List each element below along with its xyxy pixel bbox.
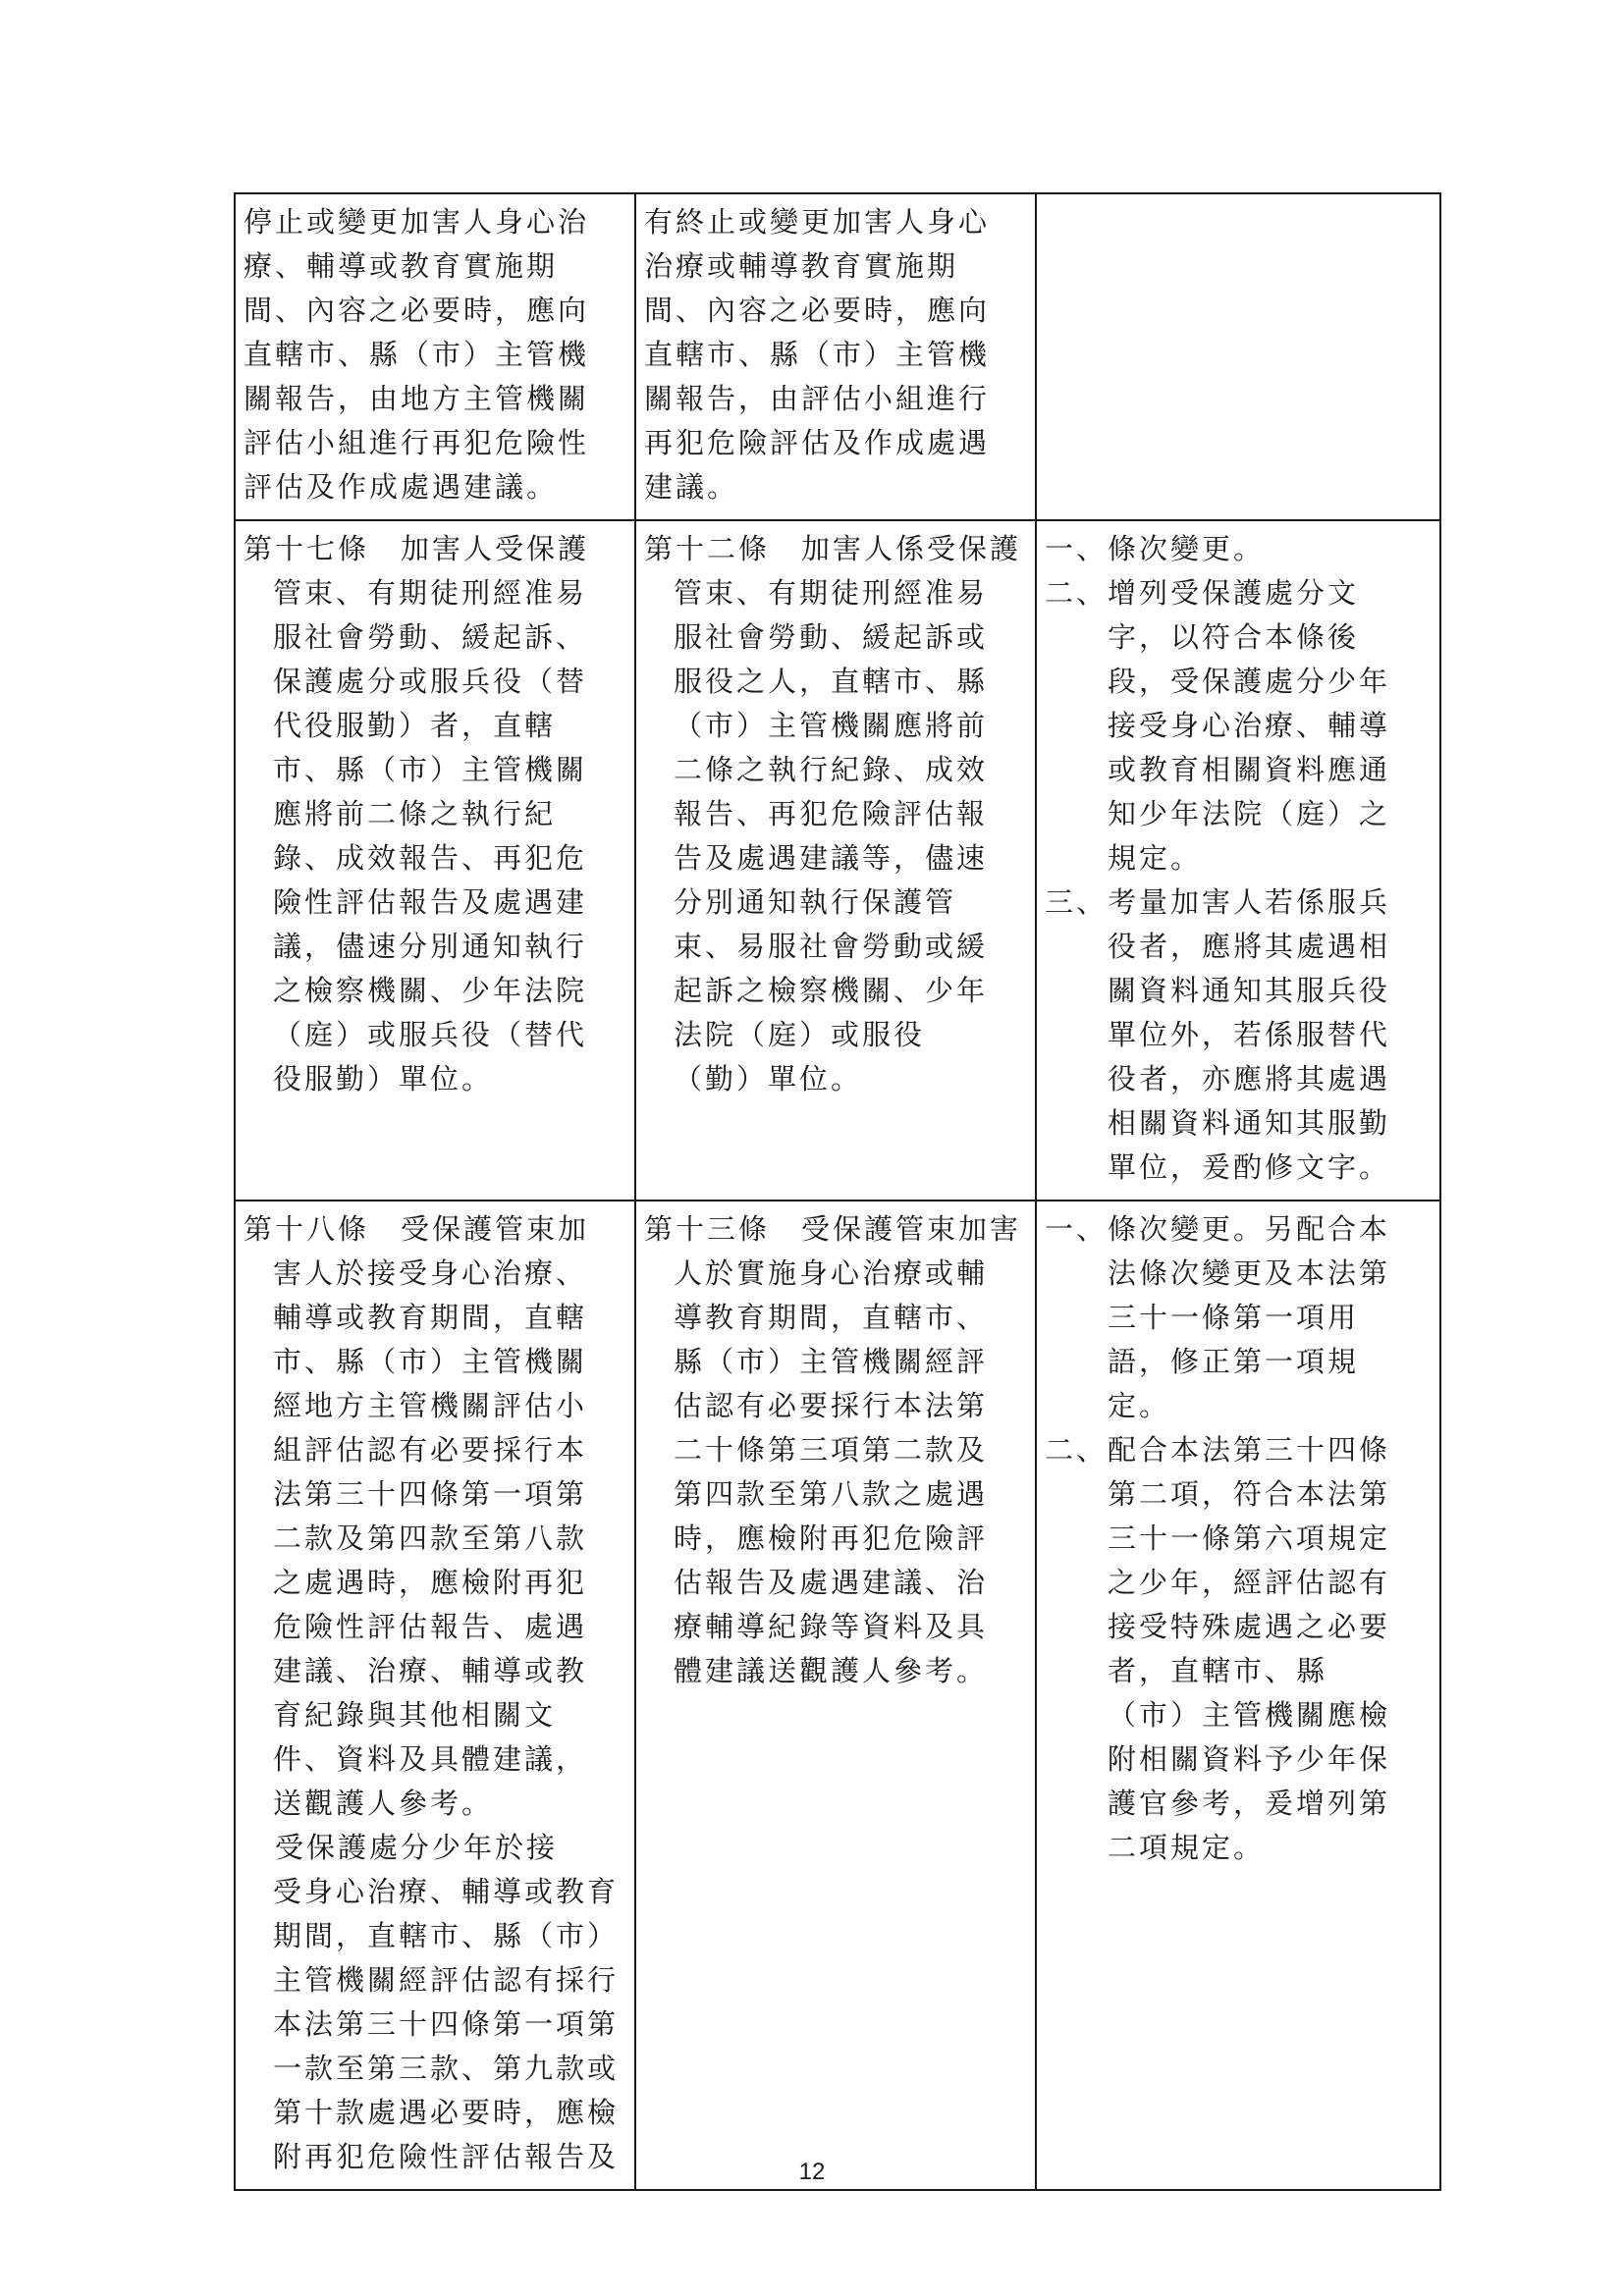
amended-text-cell [235,193,635,520]
text-line: 字，以符合本條後 [1108,620,1360,654]
text-line: 人於實施身心治療或輔 [674,1256,989,1290]
text-line: 關資料通知其服兵役 [1108,974,1391,1007]
text-line: 三十一條第一項用 [1108,1301,1360,1334]
text-line: 錄、成效報告、再犯危 [273,841,588,875]
text-line: 受身心治療、輔導或教育 [273,1875,620,1908]
table-row [235,193,1440,520]
text-line: 送觀護人參考。 [273,1787,494,1820]
text-line: 之處遇時，應檢附再犯 [273,1566,588,1599]
text-line: 保護處分或服兵役（替 [273,665,588,698]
text-line: 或教育相關資料應通 [1108,753,1391,786]
text-line: 單位外，若係服替代 [1108,1018,1391,1051]
text-line: 服役之人，直轄市、縣 [674,665,989,698]
text-line: 條次變更。 [1108,532,1266,565]
text-line: 役者，應將其處遇相 [1108,930,1391,963]
explanation-item [1045,1207,1434,1428]
text-line: 之少年，經評估認有 [1108,1566,1391,1599]
text-line: 法第三十四條第一項第 [273,1477,588,1511]
item-number: 二、 [1045,1433,1109,1467]
text-line: 第十八條 受保護管束加 [244,1212,590,1246]
text-line: 關報告，由地方主管機關 [244,382,590,415]
text-line: 議，儘速分別通知執行 [273,930,588,963]
page-number: 12 [798,2159,826,2185]
text-line: 條次變更。另配合本 [1108,1212,1391,1246]
text-line: 法院（庭）或服役 [674,1018,926,1051]
text-line: 起訴之檢察機關、少年 [674,974,989,1007]
table-row [235,520,1440,1201]
text-line: 知少年法院（庭）之 [1108,797,1391,830]
text-line: 代役服勤）者，直轄 [273,709,557,742]
text-line: 治療或輔導教育實施期 [644,249,959,283]
text-line: 護官參考，爰增列第 [1108,1787,1391,1820]
text-line: 停止或變更加害人身心治 [244,205,590,239]
text-line: 建議、治療、輔導或教 [273,1654,588,1687]
text-line: 間、內容之必要時，應向 [644,294,991,327]
text-line: 第十三條 受保護管束加害 [644,1212,1022,1246]
text-line: 接受特殊處遇之必要 [1108,1610,1391,1643]
text-line: 受保護處分少年於接 [244,1831,559,1864]
text-line: 之檢察機關、少年法院 [273,974,588,1007]
text-line: 分別通知執行保護管 [674,885,957,919]
text-line: 險性評估報告及處遇建 [273,885,588,919]
text-line: 件、資料及具體建議， [273,1742,588,1776]
text-line: 期間，直轄市、縣（市） [273,1919,620,1952]
text-line: （市）主管機關應將前 [674,709,989,742]
text-line: 役者，亦應將其處遇 [1108,1062,1391,1095]
text-line: 相關資料通知其服勤 [1108,1106,1391,1140]
text-line: 考量加害人若係服兵 [1108,885,1391,919]
explanation-item [1045,881,1434,1190]
current-text-cell [635,193,1036,520]
text-line: 育紀錄與其他相關文 [273,1698,557,1732]
explanation-item [1045,571,1434,881]
text-line: 本法第三十四條第一項第 [273,2007,620,2041]
text-line: 接受身心治療、輔導 [1108,709,1391,742]
text-line: 二款及第四款至第八款 [273,1522,588,1555]
text-line: 評估小組進行再犯危險性 [244,426,590,459]
text-line: 語，修正第一項規 [1108,1345,1360,1378]
text-line: 直轄市、縣（市）主管機 [244,338,590,371]
current-text-cell [635,520,1036,1201]
text-line: 單位，爰酌修文字。 [1108,1150,1391,1184]
item-number: 一、 [1045,532,1109,565]
text-line: 第十二條 加害人係受保護 [644,532,1022,565]
text-line: （庭）或服兵役（替代 [273,1018,588,1051]
text-line: 療輔導紀錄等資料及具 [674,1610,989,1643]
text-line: 二十條第三項第二款及 [674,1433,989,1467]
text-line: 害人於接受身心治療、 [273,1256,588,1290]
text-line: 導教育期間，直轄市、 [674,1301,989,1334]
text-line: 二條之執行紀錄、成效 [674,753,989,786]
text-line: 縣（市）主管機關經評 [674,1345,989,1378]
text-line: 估認有必要採行本法第 [674,1389,989,1422]
text-line: 段，受保護處分少年 [1108,665,1391,698]
text-line: 組評估認有必要採行本 [273,1433,588,1467]
text-line: 應將前二條之執行紀 [273,797,557,830]
current-text-cell [635,1201,1036,2190]
amended-text-cell [235,520,635,1201]
text-line: 定。 [1108,1389,1171,1422]
text-line: 關報告，由評估小組進行 [644,382,991,415]
text-line: 危險性評估報告、處遇 [273,1610,588,1643]
text-line: 時，應檢附再犯危險評 [674,1522,989,1555]
text-line: 服社會勞動、緩起訴或 [674,620,989,654]
explanation-cell [1036,520,1440,1201]
text-line: 輔導或教育期間，直轄 [273,1301,588,1334]
explanation-item [1045,1428,1434,1870]
text-line: 療、輔導或教育實施期 [244,249,559,283]
explanation-cell [1036,1201,1440,2190]
text-line: 附相關資料予少年保 [1108,1742,1391,1776]
explanation-cell [1036,193,1440,520]
text-line: 有終止或變更加害人身心 [644,205,991,239]
item-number: 一、 [1045,1212,1109,1246]
text-line: 第十七條 加害人受保護 [244,532,590,565]
text-line: （勤）單位。 [674,1062,863,1095]
text-line: 市、縣（市）主管機關 [273,1345,588,1378]
item-number: 二、 [1045,576,1109,610]
text-line: 間、內容之必要時，應向 [244,294,590,327]
table-row [235,1201,1440,2190]
text-line: 再犯危險評估及作成處遇 [644,426,991,459]
text-line: 管束、有期徒刑經准易 [273,576,588,610]
text-line: 二項規定。 [1108,1831,1266,1864]
text-line: 市、縣（市）主管機關 [273,753,588,786]
comparison-table [234,192,1441,2191]
text-line: 服社會勞動、緩起訴、 [273,620,588,654]
text-line: 第十款處遇必要時，應檢 [273,2096,620,2129]
text-line: 直轄市、縣（市）主管機 [644,338,991,371]
text-line: 一款至第三款、第九款或 [273,2052,620,2085]
text-line: 規定。 [1108,841,1203,875]
text-line: 增列受保護處分文 [1108,576,1360,610]
text-line: 估報告及處遇建議、治 [674,1566,989,1599]
text-line: （市）主管機關應檢 [1108,1698,1391,1732]
text-line: 主管機關經評估認有採行 [273,1963,620,1997]
text-line: 建議。 [644,470,739,504]
text-line: 第二項，符合本法第 [1108,1477,1391,1511]
text-line: 束、易服社會勞動或緩 [674,930,989,963]
text-line: 配合本法第三十四條 [1108,1433,1391,1467]
text-line: 者，直轄市、縣 [1108,1654,1328,1687]
text-line: 役服勤）單位。 [273,1062,494,1095]
explanation-item [1045,527,1434,571]
text-line: 管束、有期徒刑經准易 [674,576,989,610]
text-line: 三十一條第六項規定 [1108,1522,1391,1555]
text-line: 評估及作成處遇建議。 [244,470,559,504]
item-number: 三、 [1045,885,1109,919]
text-line: 告及處遇建議等，儘速 [674,841,989,875]
text-line: 法條次變更及本法第 [1108,1256,1391,1290]
amended-text-cell [235,1201,635,2190]
text-line: 體建議送觀護人參考。 [674,1654,989,1687]
text-line: 附再犯危險性評估報告及 [273,2140,620,2173]
text-line: 第四款至第八款之處遇 [674,1477,989,1511]
text-line: 報告、再犯危險評估報 [674,797,989,830]
text-line: 經地方主管機關評估小 [273,1389,588,1422]
